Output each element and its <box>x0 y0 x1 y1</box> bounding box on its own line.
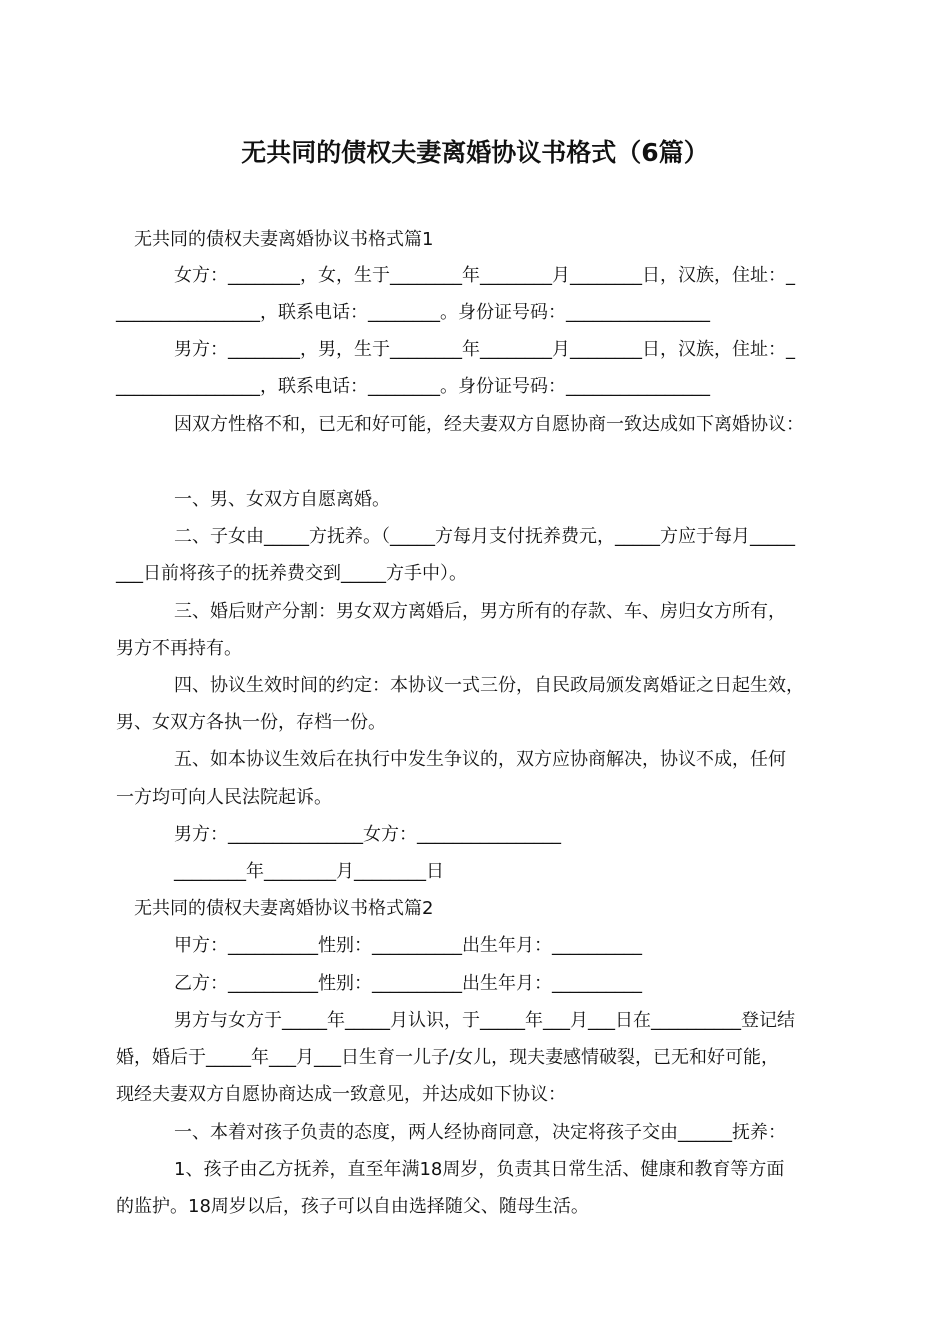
custody-item: 1、孩子由乙方抚养，直至年满18周岁，负责其日常生活、健康和教育等方面 <box>174 1159 785 1180</box>
clause-2: 二、子女由_____方抚养。（_____方每月支付抚养费元，_____方应于每月_____ <box>174 526 795 547</box>
marriage-paragraph-cont: 婚，婚后于_____年___月___日生育一儿子/女儿，现夫妻感情破裂，已无和好可能， <box>116 1047 780 1068</box>
clause-3: 三、婚后财产分割：男女双方离婚后，男方所有的存款、车、房归女方所有， <box>174 601 786 622</box>
clause-5-cont: 一方均可向人民法院起诉。 <box>116 787 332 808</box>
clause-2-cont: ___日前将孩子的抚养费交到_____方手中）。 <box>116 563 467 584</box>
marriage-paragraph-cont: 现经夫妻双方自愿协商达成一致意见，并达成如下协议： <box>116 1084 566 1105</box>
marriage-paragraph: 男方与女方于_____年_____月认识，于_____年___月___日在__________登记结 <box>174 1010 795 1031</box>
female-party-line-cont: ________________，联系电话：________。身份证号码：________________ <box>116 302 710 323</box>
section-heading: 无共同的债权夫妻离婚协议书格式篇1 <box>134 229 434 250</box>
clause-1: 一、本着对孩子负责的态度，两人经协商同意，决定将孩子交由______抚养： <box>174 1122 786 1143</box>
signature-line: 男方：_______________女方：________________ <box>174 824 561 845</box>
clause-4-cont: 男、女双方各执一份，存档一份。 <box>116 712 386 733</box>
male-party-line-cont: ________________，联系电话：________。身份证号码：________________ <box>116 376 710 397</box>
female-party-line: 女方：________，女，生于________年________月________日，汉族，住址：_ <box>174 265 795 286</box>
party-b-line: 乙方：__________性别：__________出生年月：__________ <box>174 973 642 994</box>
clause-5: 五、如本协议生效后在执行中发生争议的，双方应协商解决，协议不成，任何 <box>174 749 786 770</box>
intro-paragraph: 因双方性格不和，已无和好可能，经夫妻双方自愿协商一致达成如下离婚协议： <box>174 414 804 435</box>
custody-item-cont: 的监护。18周岁以后，孩子可以自由选择随父、随母生活。 <box>116 1196 589 1217</box>
clause-3-cont: 男方不再持有。 <box>116 638 242 659</box>
male-party-line: 男方：________，男，生于________年________月________日，汉族，住址：_ <box>174 339 795 360</box>
section-heading: 无共同的债权夫妻离婚协议书格式篇2 <box>134 898 434 919</box>
page-title: 无共同的债权夫妻离婚协议书格式（6篇） <box>241 138 709 167</box>
party-a-line: 甲方：__________性别：__________出生年月：__________ <box>174 935 642 956</box>
date-line: ________年________月________日 <box>174 861 444 882</box>
clause-4: 四、协议生效时间的约定：本协议一式三份，自民政局颁发离婚证之日起生效， <box>174 675 804 696</box>
clause-1: 一、男、女双方自愿离婚。 <box>174 489 390 510</box>
